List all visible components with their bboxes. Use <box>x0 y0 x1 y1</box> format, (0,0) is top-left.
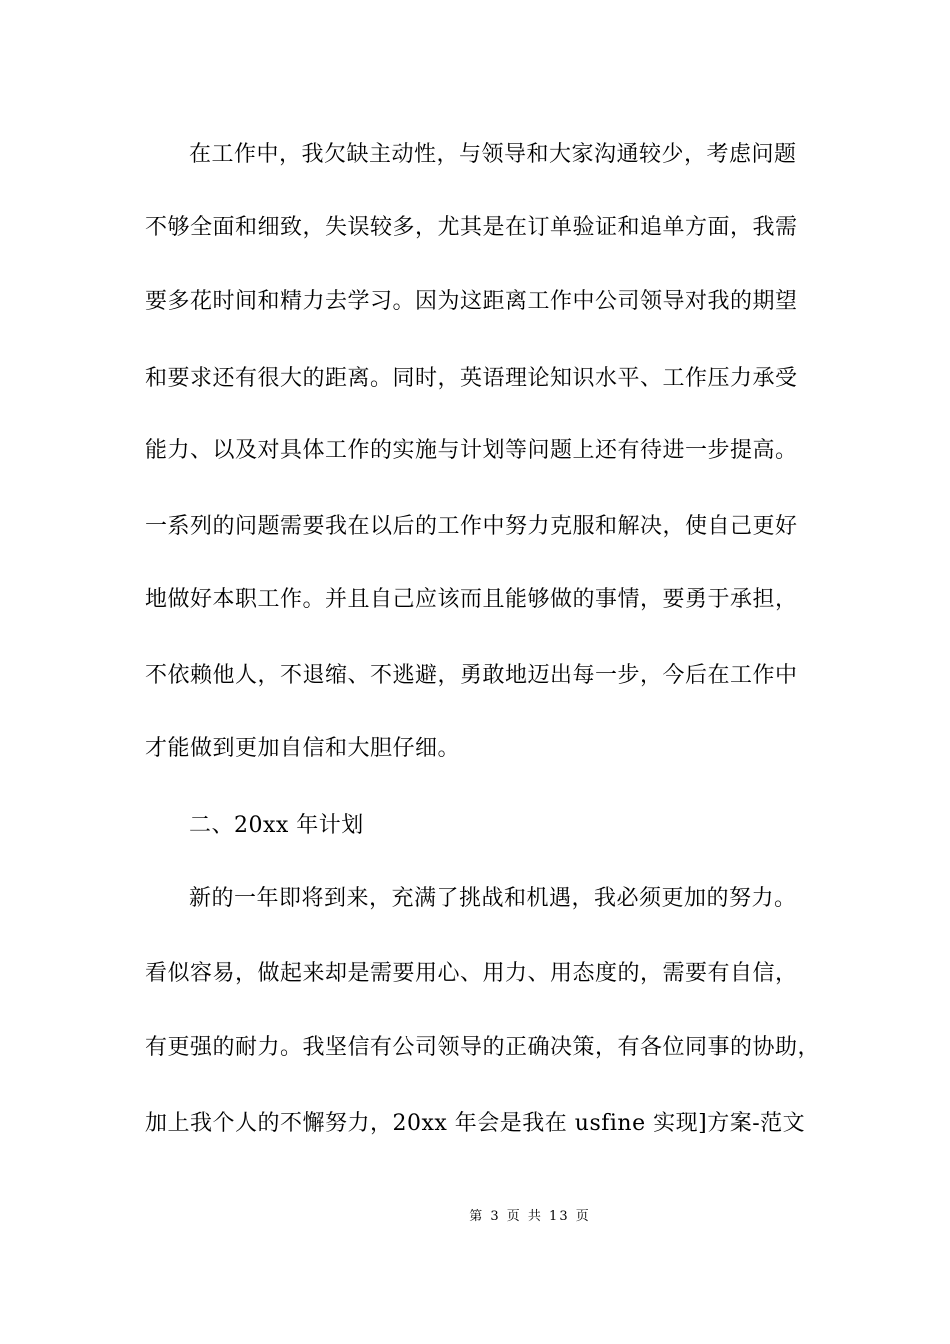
paragraph-line: 能力、以及对具体工作的实施与计划等问题上还有待进一步提高。 <box>145 438 798 463</box>
paragraph-line: 加上我个人的不懈努力，20xx 年会是我在 usfine 实现]方案-范文 <box>145 1111 806 1136</box>
paragraph-line: 地做好本职工作。并且自己应该而且能够做的事情，要勇于承担， <box>145 587 798 612</box>
page-number-footer: 第 3 页 共 13 页 <box>469 1209 591 1224</box>
paragraph-line: 看似容易，做起来却是需要用心、用力、用态度的，需要有自信， <box>145 961 798 986</box>
paragraph-line: 有更强的耐力。我坚信有公司领导的正确决策，有各位同事的协助， <box>145 1035 821 1060</box>
paragraph-line: 和要求还有很大的距离。同时，英语理论知识水平、工作压力承受 <box>145 366 798 391</box>
section-heading: 二、20xx 年计划 <box>189 813 364 838</box>
paragraph-line: 一系列的问题需要我在以后的工作中努力克服和解决，使自己更好 <box>145 514 798 539</box>
paragraph-line: 新的一年即将到来，充满了挑战和机遇，我必须更加的努力。 <box>189 886 797 911</box>
paragraph-line: 在工作中，我欠缺主动性，与领导和大家沟通较少，考虑问题 <box>189 142 797 167</box>
paragraph-line: 才能做到更加自信和大胆仔细。 <box>145 736 461 761</box>
paragraph-line: 要多花时间和精力去学习。因为这距离工作中公司领导对我的期望 <box>145 289 798 314</box>
paragraph-line: 不够全面和细致，失误较多，尤其是在订单验证和追单方面，我需 <box>145 215 798 240</box>
paragraph-line: 不依赖他人，不退缩、不逃避，勇敢地迈出每一步，今后在工作中 <box>145 663 798 688</box>
